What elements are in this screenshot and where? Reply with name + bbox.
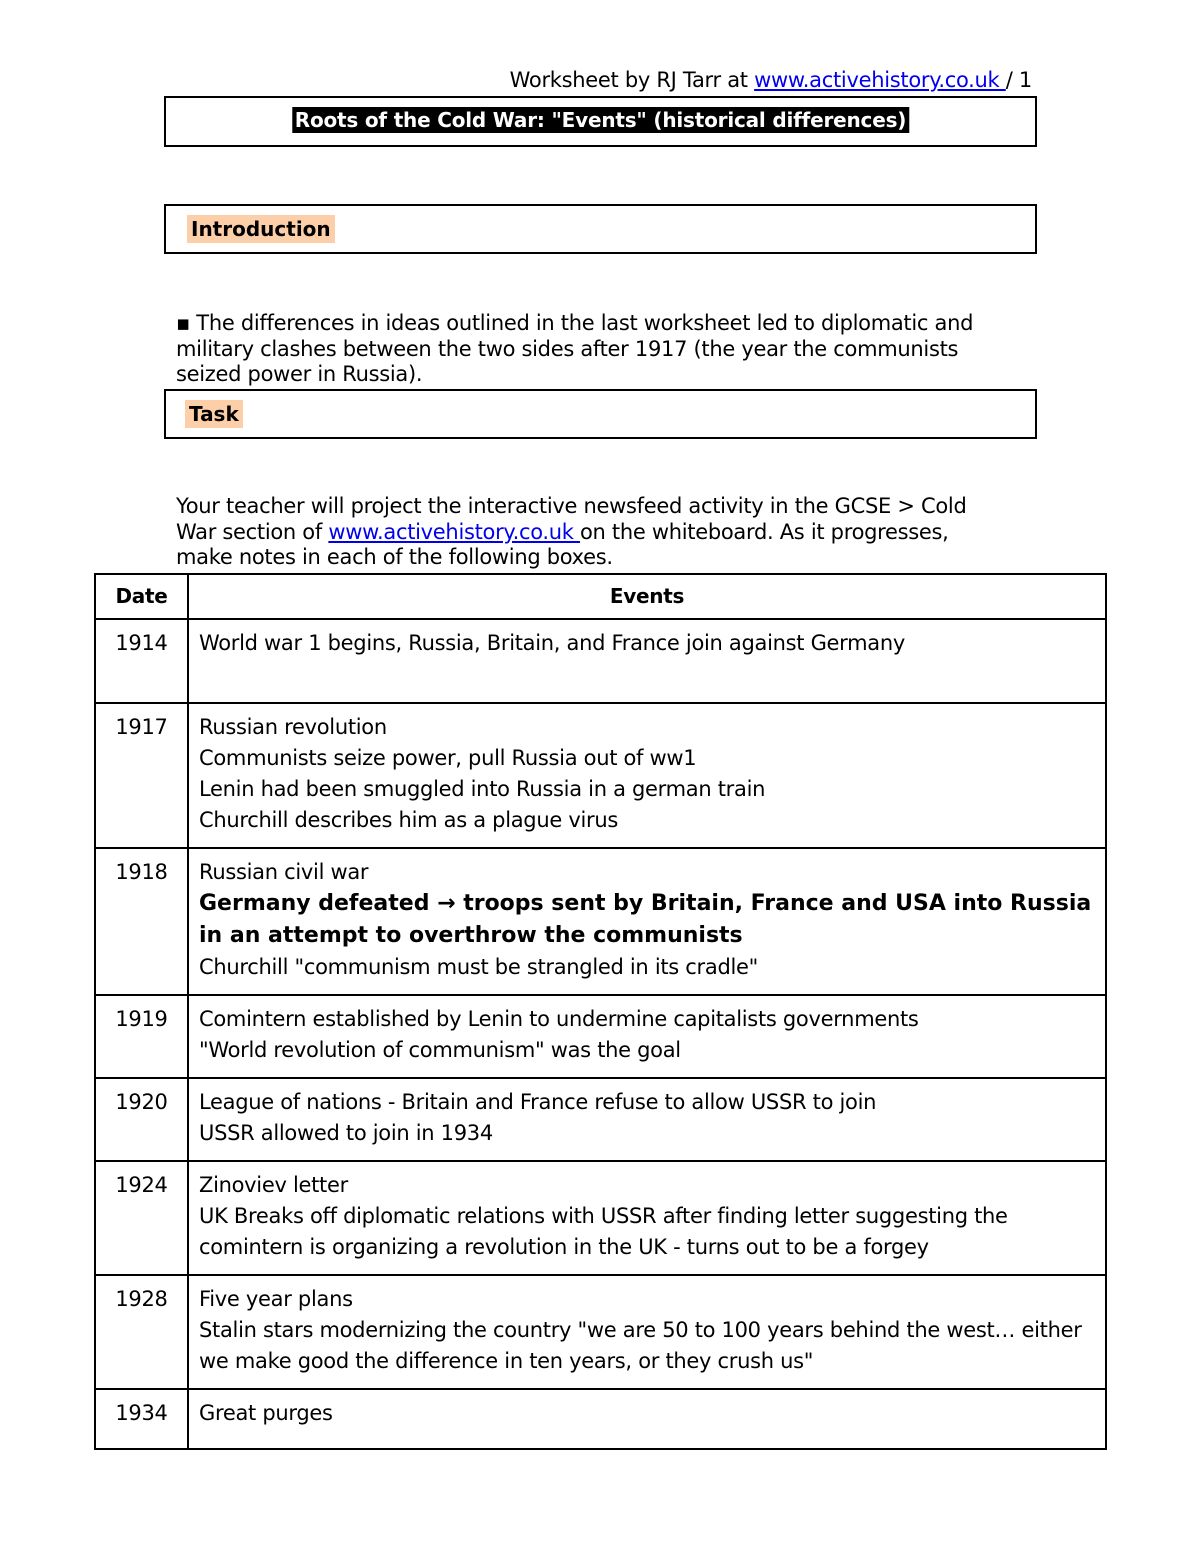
table-row (95, 1275, 1106, 1389)
row-events (188, 1078, 1106, 1161)
row-date: 1928 (95, 1275, 188, 1389)
table-row (95, 619, 1106, 703)
events-column-header: Events (188, 574, 1106, 619)
event-line: Five year plans (199, 1287, 353, 1311)
row-events (188, 848, 1106, 995)
event-line: World war 1 begins, Russia, Britain, and France join against Germany (199, 631, 905, 655)
task-text-before: Your teacher will project the interactive newsfeed activity in the GCSE > Cold War section of (176, 494, 967, 544)
event-line: Zinoviev letter (199, 1173, 348, 1197)
introduction-text: ▪ The differences in ideas outlined in the last worksheet led to diplomatic and military clashes between the two sides after 1917 (the year the communists seized power in Russia). (176, 311, 974, 386)
row-date: 1914 (95, 619, 188, 703)
event-line-bold: Germany defeated → troops sent by Britain, France and USA into Russia in an attempt to overthrow the communists (199, 891, 1092, 948)
row-events (188, 1275, 1106, 1389)
table-header-row (95, 574, 1106, 619)
table-row (95, 703, 1106, 848)
event-line: Communists seize power, pull Russia out of ww1 (199, 746, 697, 770)
introduction-heading: Introduction (187, 215, 335, 243)
credit-link[interactable]: www.activehistory.co.uk (754, 68, 1006, 92)
event-line: Comintern established by Lenin to undermine capitalists governments (199, 1007, 919, 1031)
date-column-header: Date (95, 574, 188, 619)
event-line: Lenin had been smuggled into Russia in a german train (199, 777, 766, 801)
event-line: Churchill "communism must be strangled in its cradle" (199, 955, 758, 979)
row-date: 1919 (95, 995, 188, 1078)
event-line: UK Breaks off diplomatic relations with USSR after finding letter suggesting the comintern is organizing a revolution in the UK - turns out to be a forgey (199, 1204, 1008, 1259)
credit-suffix: / 1 (1005, 68, 1032, 92)
table-row (95, 1078, 1106, 1161)
worksheet-credit (510, 68, 1032, 92)
table-row (95, 1389, 1106, 1449)
worksheet-title: Roots of the Cold War: "Events" (historical differences) (292, 107, 909, 133)
row-date: 1918 (95, 848, 188, 995)
introduction-box (164, 204, 1037, 254)
event-line: "World revolution of communism" was the goal (199, 1038, 681, 1062)
event-line: USSR allowed to join in 1934 (199, 1121, 493, 1145)
row-date: 1917 (95, 703, 188, 848)
title-box (164, 96, 1037, 147)
task-text (176, 494, 996, 571)
event-line: Churchill describes him as a plague virus (199, 808, 618, 832)
task-heading: Task (185, 400, 243, 428)
row-date: 1934 (95, 1389, 188, 1449)
row-events (188, 995, 1106, 1078)
table-row (95, 995, 1106, 1078)
event-line: Russian civil war (199, 860, 369, 884)
table-row (95, 1161, 1106, 1275)
row-events (188, 619, 1106, 703)
task-link[interactable]: www.activehistory.co.uk (328, 519, 580, 544)
row-events (188, 703, 1106, 848)
events-table (94, 573, 1107, 1450)
row-events (188, 1389, 1106, 1449)
event-line: League of nations - Britain and France refuse to allow USSR to join (199, 1090, 877, 1114)
event-line: Russian revolution (199, 715, 387, 739)
row-events (188, 1161, 1106, 1275)
event-line: Great purges (199, 1401, 333, 1425)
table-row (95, 848, 1106, 995)
task-text-after: on the whiteboard. As it progresses, make notes in each of the following boxes. (176, 519, 949, 569)
row-date: 1924 (95, 1161, 188, 1275)
credit-prefix: Worksheet by RJ Tarr at (509, 68, 755, 92)
row-date: 1920 (95, 1078, 188, 1161)
task-box (164, 389, 1037, 439)
event-line: Stalin stars modernizing the country "we are 50 to 100 years behind the west… either we make good the difference in ten years, or they crush us" (199, 1318, 1082, 1373)
